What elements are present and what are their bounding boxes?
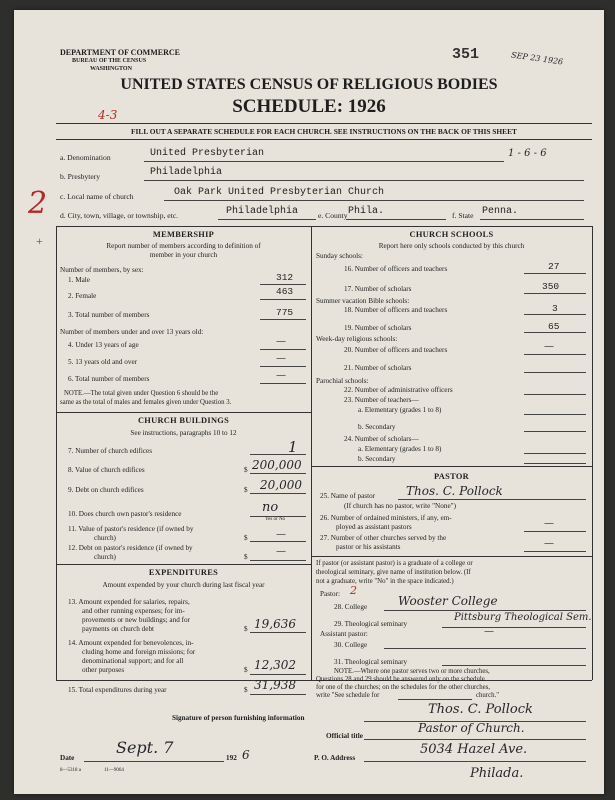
pastor-note-3: for one of the churches; on the schedules for the other churches,	[316, 684, 491, 691]
received-date-stamp: SEP 23 1926	[510, 50, 564, 67]
q24b-label: b. Secondary	[358, 455, 396, 463]
denomination-code: 1 - 6 - 6	[508, 148, 547, 159]
q13-line-4: payments on church debt	[82, 625, 155, 633]
q12-dollar: $	[244, 553, 248, 561]
q26-dash: —	[544, 518, 554, 529]
schedule-serial-number: 351	[452, 46, 480, 63]
date-label: Date	[60, 754, 75, 762]
q11-label-2: church)	[94, 534, 116, 542]
q2-value: 463	[276, 286, 294, 297]
q5-label: 5. 13 years old and over	[68, 358, 138, 366]
q26-line-1: 26. Number of ordained ministers, if any, em-	[320, 514, 452, 522]
q6-label: 6. Total number of members	[68, 375, 150, 383]
q2-label: 2. Female	[68, 292, 97, 300]
q18-value: 3	[552, 303, 558, 314]
pastor-sub-label: Pastor:	[320, 590, 340, 598]
q31-label: 31. Theological seminary	[334, 658, 408, 666]
graduate-note-2: theological seminary, give name of institution below. (If	[316, 569, 471, 576]
assistant-pastor-label: Assistant pastor:	[320, 630, 368, 638]
q23-label: 23. Number of teachers—	[344, 396, 419, 404]
q26-line-2: ployed as assistant pastors	[336, 523, 412, 531]
q13-line-2: and other running expenses; for im-	[82, 607, 185, 615]
q19-label: 19. Number of scholars	[344, 324, 412, 332]
q5-dash: —	[276, 353, 286, 364]
expenditures-title: EXPENDITURES	[148, 568, 219, 577]
by-sex-label: Number of members, by sex:	[60, 266, 144, 274]
q27-line-1: 27. Number of other churches served by the	[320, 534, 447, 542]
q9-value: 20,000	[260, 478, 302, 492]
q9-label: 9. Debt on church edifices	[68, 486, 144, 494]
print-code-1: 8—5318 a	[60, 768, 81, 773]
church-name-label: c. Local name of church	[60, 192, 134, 201]
q12-label: 12. Debt on pastor's residence (if owned by	[68, 544, 193, 552]
q20-label: 20. Number of officers and teachers	[344, 346, 448, 354]
q23b-label: b. Secondary	[358, 423, 396, 431]
q27-line-2: pastor or his assistants	[336, 543, 401, 551]
red-margin-mark: 2	[28, 186, 48, 221]
q18-label: 18. Number of officers and teachers	[344, 306, 448, 314]
presbytery-label: b. Presbytery	[60, 172, 101, 181]
buildings-title: CHURCH BUILDINGS	[137, 416, 230, 425]
q13-dollar: $	[244, 625, 248, 633]
denomination-label: a. Denomination	[60, 153, 111, 162]
year-value: 6	[242, 748, 250, 762]
q11-label: 11. Value of pastor's residence (if owned by	[68, 525, 194, 533]
q10-value: no	[262, 500, 279, 515]
pastor-note-4: write "See schedule for	[316, 692, 380, 699]
q23a-label: a. Elementary (grades 1 to 8)	[358, 406, 442, 414]
schools-title: CHURCH SCHOOLS	[409, 230, 494, 239]
buildings-sub: See instructions, paragraphs 10 to 12	[130, 429, 237, 437]
q11-dash: —	[276, 529, 286, 540]
q15-label: 15. Total expenditures during year	[68, 686, 167, 694]
graduate-note-1: If pastor (or assistant pastor) is a graduate of a college or	[316, 560, 473, 567]
pastor-title: PASTOR	[434, 472, 469, 481]
date-value: Sept. 7	[116, 738, 174, 757]
q9-dollar: $	[244, 486, 248, 494]
q1-value: 312	[276, 272, 294, 283]
denomination-value: United Presbyterian	[150, 148, 265, 159]
summer-schools-label: Summer vacation Bible schools:	[316, 297, 410, 305]
official-title-value: Pastor of Church.	[418, 721, 525, 735]
q20-dash: —	[544, 341, 554, 352]
census-schedule-page	[14, 10, 604, 794]
q8-value: 200,000	[252, 458, 302, 472]
signature-label: Signature of person furnishing information	[172, 714, 305, 722]
year-prefix: 192	[226, 754, 237, 762]
q17-label: 17. Number of scholars	[344, 285, 412, 293]
po-address-value: 5034 Hazel Ave.	[420, 742, 528, 757]
q15-dollar: $	[244, 686, 248, 694]
state-label: f. State	[452, 211, 474, 220]
church-name-value: Oak Park United Presbyterian Church	[174, 187, 385, 198]
q25-label: 25. Name of pastor	[320, 492, 376, 500]
schools-sub: Report here only schools conducted by this church	[378, 242, 525, 250]
red-plus-mark: +	[36, 234, 43, 248]
q25-value: Thos. C. Pollock	[406, 484, 503, 498]
q29-label: 29. Theological seminary	[334, 620, 408, 628]
membership-note2: same as the total of males and females given under Question 3.	[60, 399, 232, 406]
q16-value: 27	[548, 261, 560, 272]
q7-label: 7. Number of church edifices	[68, 447, 153, 455]
sunday-schools-label: Sunday schools:	[316, 252, 363, 260]
q4-label: 4. Under 13 years of age	[68, 341, 139, 349]
pastor-note-5: church."	[476, 692, 499, 699]
expenditures-sub: Amount expended by your church during last fiscal year	[102, 581, 265, 589]
q13-line-1: 13. Amount expended for salaries, repairs,	[68, 598, 190, 606]
q30-label: 30. College	[334, 641, 368, 649]
q30-dash: —	[484, 626, 494, 637]
signature-value: Thos. C. Pollock	[428, 702, 533, 717]
bureau-city: WASHINGTON	[90, 66, 132, 72]
po-address-label: P. O. Address	[314, 754, 356, 762]
weekday-schools-label: Week-day religious schools:	[316, 335, 398, 343]
membership-sub1: Report number of members according to definition of	[106, 242, 261, 250]
q13-line-3: provements or new buildings; and for	[82, 616, 190, 624]
city-handwritten: Philada.	[470, 766, 524, 781]
q24a-label: a. Elementary (grades 1 to 8)	[358, 445, 442, 453]
q6-dash: —	[276, 370, 286, 381]
print-code-2: 11—9064	[104, 768, 124, 773]
q28-label: 28. College	[334, 603, 368, 611]
q29-value: Pittsburg Theological Sem.	[454, 612, 592, 623]
pastor-note-2: Questions 28 and 29 should be answered only on the schedule	[316, 676, 485, 683]
q12-label-2: church)	[94, 553, 116, 561]
q19-value: 65	[548, 321, 560, 332]
membership-sub2: member in your church	[149, 251, 218, 259]
q7-value: 1	[288, 438, 298, 456]
q14-line-2: cluding home and foreign missions; for	[82, 648, 196, 656]
membership-note1: NOTE.—The total given under Question 6 should be the	[64, 390, 219, 397]
q10-label: 10. Does church own pastor's residence	[68, 510, 182, 518]
age-heading: Number of members under and over 13 years old:	[60, 328, 204, 336]
q8-label: 8. Value of church edifices	[68, 466, 145, 474]
county-label: e. County	[318, 211, 348, 220]
q3-value: 775	[276, 307, 294, 318]
q14-line-3: denominational support; and for all	[82, 657, 184, 665]
q28-value: Wooster College	[398, 594, 498, 608]
q3-label: 3. Total number of members	[68, 311, 150, 319]
q11-dollar: $	[244, 534, 248, 542]
pastor-red-mark: 2	[350, 584, 357, 597]
q12-dash: —	[276, 546, 286, 557]
q27-dash: —	[544, 538, 554, 549]
county-value: Phila.	[348, 206, 385, 217]
graduate-note-3: not a graduate, write "No" in the space indicated.)	[316, 578, 454, 585]
instruction-banner: FILL OUT A SEPARATE SCHEDULE FOR EACH CHURCH. SEE INSTRUCTIONS ON THE BACK OF THIS SHEET	[131, 127, 517, 136]
q24-label: 24. Number of scholars—	[344, 435, 419, 443]
city-value: Philadelphia	[226, 206, 299, 217]
presbytery-value: Philadelphia	[150, 167, 223, 178]
red-code-mark: 4-3	[98, 108, 118, 122]
q17-value: 350	[542, 281, 560, 292]
q13-value: 19,636	[254, 617, 296, 631]
membership-title: MEMBERSHIP	[152, 230, 215, 239]
q14-value: 12,302	[254, 658, 296, 672]
q21-label: 21. Number of scholars	[344, 364, 412, 372]
q4-dash: —	[276, 336, 286, 347]
q15-value: 31,938	[254, 678, 296, 692]
q14-dollar: $	[244, 666, 248, 674]
city-label: d. City, town, village, or township, etc.	[60, 211, 179, 220]
form-title: UNITED STATES CENSUS OF RELIGIOUS BODIES	[120, 76, 498, 93]
q22-label: 22. Number of administrative officers	[344, 386, 453, 394]
yes-no-hint: Yes or No	[265, 517, 286, 522]
pastor-note-1: NOTE.—Where one pastor serves two or more churches,	[334, 668, 490, 675]
q8-dollar: $	[244, 466, 248, 474]
q25-note: (If church has no pastor, write "None")	[344, 502, 456, 510]
q16-label: 16. Number of officers and teachers	[344, 265, 448, 273]
q14-line-4: other purposes	[82, 666, 125, 674]
official-title-label: Official title	[326, 732, 363, 740]
form-subtitle: SCHEDULE: 1926	[232, 96, 386, 117]
bureau-name: BUREAU OF THE CENSUS	[72, 58, 147, 64]
q1-label: 1. Male	[68, 276, 90, 284]
q14-line-1: 14. Amount expended for benevolences, in-	[68, 639, 194, 647]
department-name: DEPARTMENT OF COMMERCE	[60, 48, 181, 57]
state-value: Penna.	[482, 206, 519, 217]
parochial-schools-label: Parochial schools:	[316, 377, 369, 385]
